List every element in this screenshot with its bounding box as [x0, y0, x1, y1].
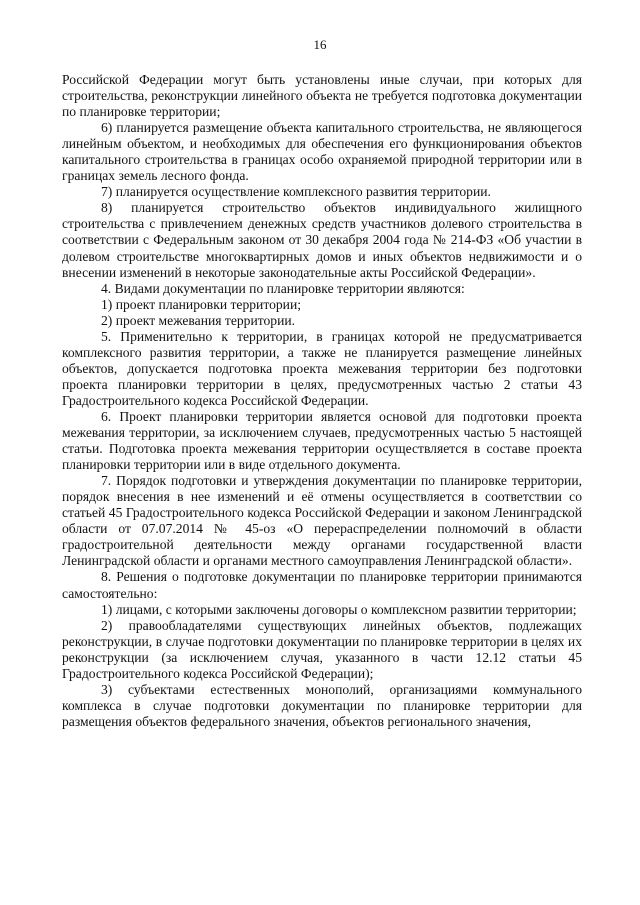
paragraph: 2) правообладателями существующих линейных объектов, подлежащих реконструкции, в случае подготовки документации по планировке территории в целях их реконструкции (за исключением случая, указанного в части 12.12 статьи 45 Градостроительного кодекса Российской Федерации);	[62, 617, 582, 681]
paragraph: 1) лицами, с которыми заключены договоры о комплексном развитии территории;	[101, 601, 577, 617]
paragraph: Российской Федерации могут быть установлены иные случаи, при которых для строительства, реконструкции линейного объекта не требуется подготовка документации по планировке территории;	[62, 72, 582, 120]
page-number: 16	[313, 37, 327, 52]
paragraph: 3) субъектами естественных монополий, организациями коммунального комплекса в случае подготовки документации по планировке территории для размещения объектов федерального значения, объектов регионального значения,	[62, 681, 582, 729]
paragraph: 7. Порядок подготовки и утверждения документации по планировке территории, порядок внесения в нее изменений и её отмены осуществляется в соответствии со статьей 45 Градостроительного кодекса Российской Федерации и законом Ленинградской области от 07.07.2014 № 45-оз «О перераспределении полномочий в области градостроительной деятельности между органами государственной власти Ленинградской области и органами местного самоуправления Ленинградской области».	[62, 473, 582, 569]
document-body	[62, 72, 582, 730]
paragraph: 2) проект межевания территории.	[101, 312, 296, 328]
paragraph: 4. Видами документации по планировке территории являются:	[101, 280, 465, 296]
paragraph: 6) планируется размещение объекта капитального строительства, не являющегося линейным объектом, и необходимых для обеспечения его функционирования объектов капитального строительства в границах особо охраняемой природной территории или в границах земель лесного фонда.	[62, 120, 582, 184]
paragraph: 5. Применительно к территории, в границах которой не предусматривается комплексного развития территории, а также не планируется размещение линейных объектов, допускается подготовка проекта межевания территории без подготовки проекта планировки территории в целях, предусмотренных частью 2 статьи 43 Градостроительного кодекса Российской Федерации.	[62, 328, 582, 408]
paragraph: 8) планируется строительство объектов индивидуального жилищного строительства с привлечением денежных средств участников долевого строительства в соответствии с Федеральным законом от 30 декабря 2004 года № 214-ФЗ «Об участии в долевом строительстве многоквартирных домов и иных объектов недвижимости и о внесении изменений в некоторые законодательные акты Российской Федерации».	[62, 200, 582, 280]
paragraph: 1) проект планировки территории;	[101, 296, 302, 312]
paragraph: 6. Проект планировки территории является основой для подготовки проекта межевания территории, за исключением случаев, предусмотренных частью 5 настоящей статьи. Подготовка проекта межевания территории осуществляется в составе проекта планировки территории или в виде отдельного документа.	[62, 408, 582, 473]
paragraph: 8. Решения о подготовке документации по планировке территории принимаются самостоятельно:	[62, 569, 582, 601]
paragraph: 7) планируется осуществление комплексного развития территории.	[101, 184, 491, 200]
